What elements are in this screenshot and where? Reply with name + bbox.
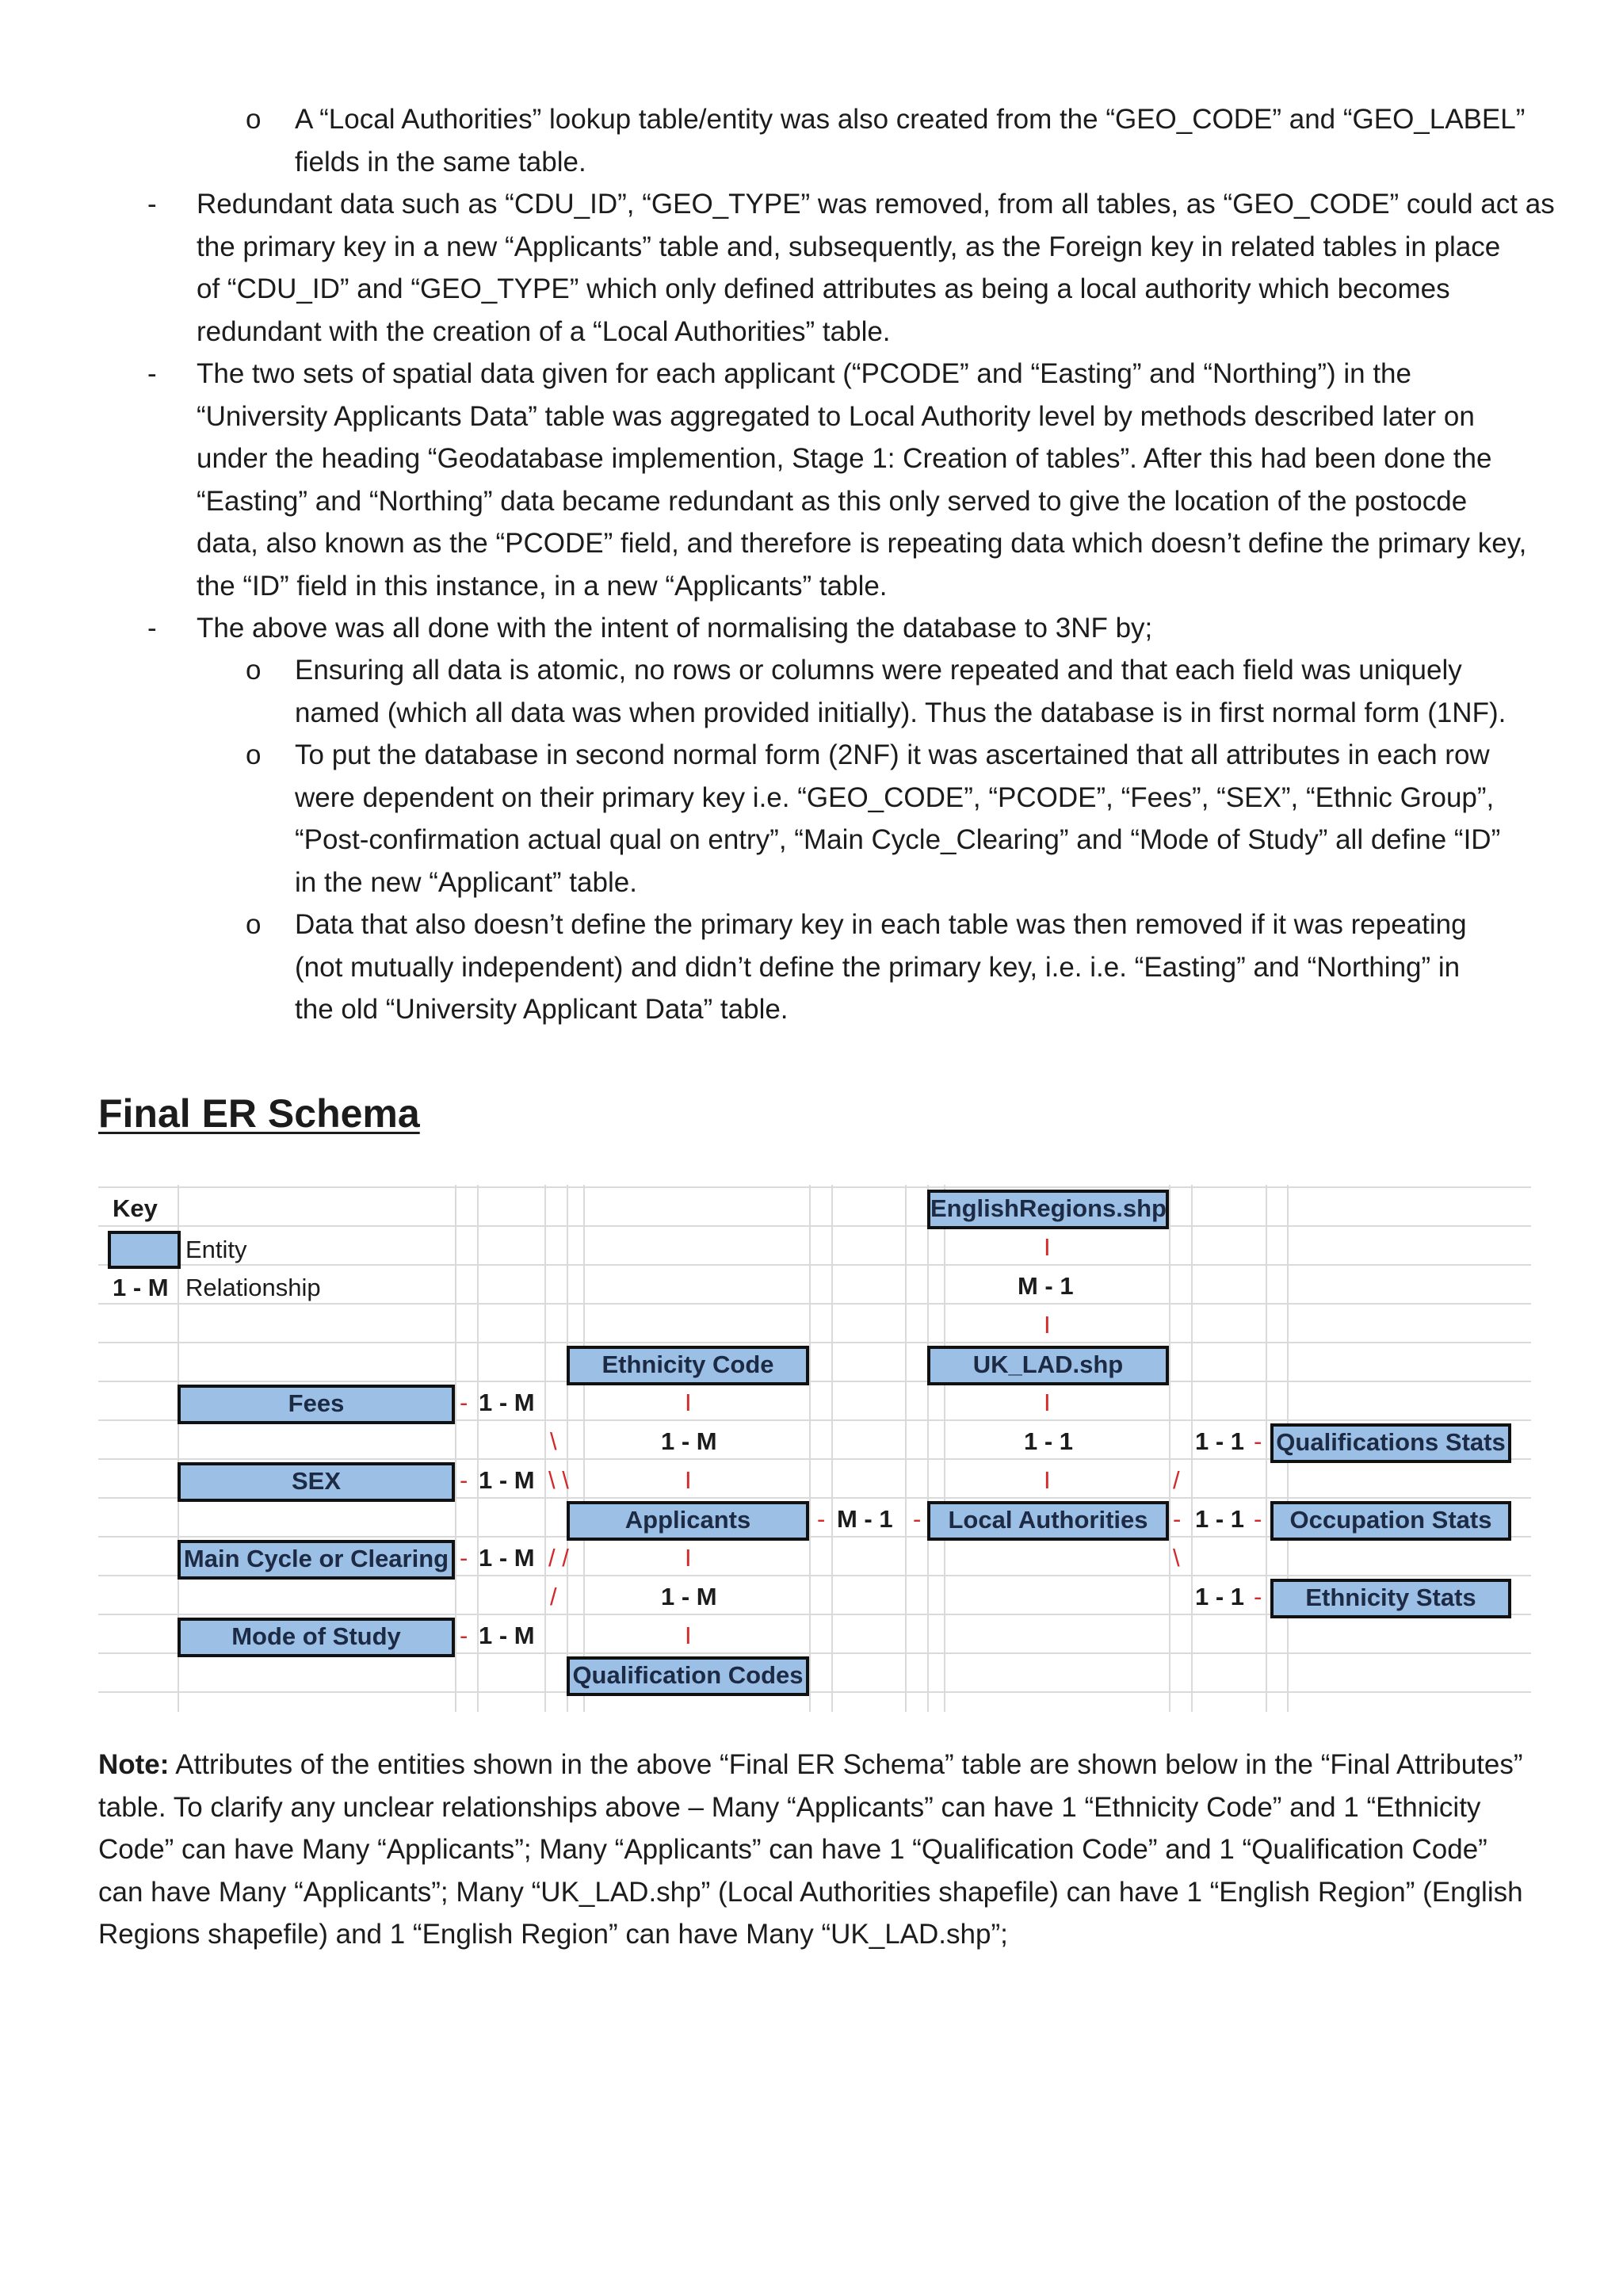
note-paragraph <box>98 1744 1525 1956</box>
key-entity-label: Entity <box>185 1236 247 1263</box>
entity-sex: SEX <box>178 1462 455 1502</box>
key-title: Key <box>113 1194 158 1222</box>
rel-applicants-qual: 1 - M <box>661 1583 717 1610</box>
text-line: The above was all done with the intent of normalising the database to 3NF by; <box>197 613 1153 644</box>
rel-main-cycle: 1 - M <box>479 1544 535 1572</box>
rel-ethnicity-applicants: 1 - M <box>661 1427 717 1455</box>
text-line: under the heading “Geodatabase implemention, Stage 1: Creation of tables”. After this had been done the <box>197 443 1492 474</box>
er-schema-figure: Key Entity 1 - M Relationship EnglishRegions.shp I M - 1 I UK_LAD.shp I 1 - 1 I Local Authorities Ethnicity Code I 1 - M I Applicants I 1 - M I Qualification Codes - M - 1 - Fees - 1 - M \ SEX - 1 - M \ \ Main Cycle or Clearing - 1 - M / / / Mode of Study - 1 - M 1 - 1 - Qualifications Stats / - 1 - 1 - Occupation Stats \ 1 - 1 - Ethnicity Stats <box>98 1185 1531 1712</box>
sub-bullet-marker: o <box>246 739 262 770</box>
text-line: in the new “Applicant” table. <box>295 867 637 898</box>
note-text: Attributes of the entities shown in the above “Final ER Schema” table are shown below in the “Final Attributes” table. To clarify any unclear relationships above – Many “Applicants” can have 1 “Ethnicity Code” and 1 “Ethnicity Code” can have Many “Applicants”; Many “Applicants” can have 1 “Qualification Code” and 1 “Qualification Code” can have Many “Applicants”; Many “UK_LAD.shp” (Local Authorities shapefile) can have 1 “English Region” (English Regions shapefile) and 1 “English Region” can have Many “UK_LAD.shp”; <box>98 1749 1523 1950</box>
entity-main-cycle: Main Cycle or Clearing <box>178 1540 455 1580</box>
rel-occ-stats: 1 - 1 <box>1195 1505 1245 1533</box>
text-line: Data that also doesn’t define the primary key in each table was then removed if it was repeating <box>295 909 1467 940</box>
entity-occupation-stats: Occupation Stats <box>1270 1501 1511 1541</box>
key-entity-swatch <box>108 1231 181 1269</box>
text-line: the “ID” field in this instance, in a new “Applicants” table. <box>197 571 888 602</box>
text-line: were dependent on their primary key i.e. “GEO_CODE”, “PCODE”, “Fees”, “SEX”, “Ethnic Group”, <box>295 782 1495 813</box>
text-line: the old “University Applicant Data” table. <box>295 994 789 1025</box>
text-line: “University Applicants Data” table was aggregated to Local Authority level by methods described later on <box>197 401 1475 432</box>
rel-regions-lad: M - 1 <box>1018 1272 1074 1300</box>
entity-ethnicity-code: Ethnicity Code <box>567 1346 809 1385</box>
entity-english-regions: EnglishRegions.shp <box>927 1190 1169 1229</box>
rel-eth-stats: 1 - 1 <box>1195 1583 1245 1610</box>
entity-local-authorities: Local Authorities <box>927 1501 1169 1541</box>
text-line: The two sets of spatial data given for each applicant (“PCODE” and “Easting” and “Northing”) in the <box>197 358 1411 389</box>
rel-mode: 1 - M <box>479 1622 535 1649</box>
text-line: “Easting” and “Northing” data became redundant as this only served to give the location of the postocde <box>197 486 1468 517</box>
text-line: the primary key in a new “Applicants” table and, subsequently, as the Foreign key in related tables in place <box>197 231 1501 262</box>
dash-bullet-marker: - <box>147 189 157 220</box>
text-line: data, also known as the “PCODE” field, and therefore is repeating data which doesn’t define the primary key, <box>197 528 1527 559</box>
rel-sex: 1 - M <box>479 1466 535 1494</box>
section-heading: Final ER Schema <box>98 1091 420 1136</box>
text-line: of “CDU_ID” and “GEO_TYPE” which only defined attributes as being a local authority which becomes <box>197 273 1450 304</box>
entity-qualification-codes: Qualification Codes <box>567 1656 809 1696</box>
key-relationship-symbol: 1 - M <box>113 1274 169 1301</box>
entity-fees: Fees <box>178 1385 455 1424</box>
rel-qual-stats: 1 - 1 <box>1195 1427 1245 1455</box>
text-line: named (which all data was when provided initially). Thus the database is in first normal form (1NF). <box>295 697 1507 728</box>
entity-ethnicity-stats: Ethnicity Stats <box>1270 1579 1511 1618</box>
sub-bullet-marker: o <box>246 104 262 135</box>
dash-bullet-marker: - <box>147 358 157 389</box>
note-label: Note: <box>98 1749 170 1780</box>
text-line: A “Local Authorities” lookup table/entity was also created from the “GEO_CODE” and “GEO_LABEL” <box>295 104 1526 135</box>
rel-lad-local: 1 - 1 <box>1024 1427 1074 1455</box>
text-line: redundant with the creation of a “Local Authorities” table. <box>197 316 891 347</box>
text-line: Ensuring all data is atomic, no rows or columns were repeated and that each field was uniquely <box>295 655 1462 686</box>
sub-bullet-marker: o <box>246 655 262 686</box>
entity-applicants: Applicants <box>567 1501 809 1541</box>
rel-applicants-local: M - 1 <box>837 1505 893 1533</box>
key-relationship-label: Relationship <box>185 1274 321 1301</box>
text-line: Redundant data such as “CDU_ID”, “GEO_TYPE” was removed, from all tables, as “GEO_CODE” could act as <box>197 189 1555 220</box>
dash-bullet-marker: - <box>147 613 157 644</box>
text-line: To put the database in second normal form (2NF) it was ascertained that all attributes in each row <box>295 739 1490 770</box>
rel-fees: 1 - M <box>479 1389 535 1416</box>
entity-qualifications-stats: Qualifications Stats <box>1270 1423 1511 1463</box>
entity-uk-lad: UK_LAD.shp <box>927 1346 1169 1385</box>
sub-bullet-marker: o <box>246 909 262 940</box>
text-line: fields in the same table. <box>295 147 586 178</box>
text-line: (not mutually independent) and didn’t define the primary key, i.e. i.e. “Easting” and “Northing” in <box>295 952 1461 983</box>
entity-mode-of-study: Mode of Study <box>178 1618 455 1657</box>
text-line: “Post-confirmation actual qual on entry”, “Main Cycle_Clearing” and “Mode of Study” all define “ID” <box>295 824 1501 855</box>
